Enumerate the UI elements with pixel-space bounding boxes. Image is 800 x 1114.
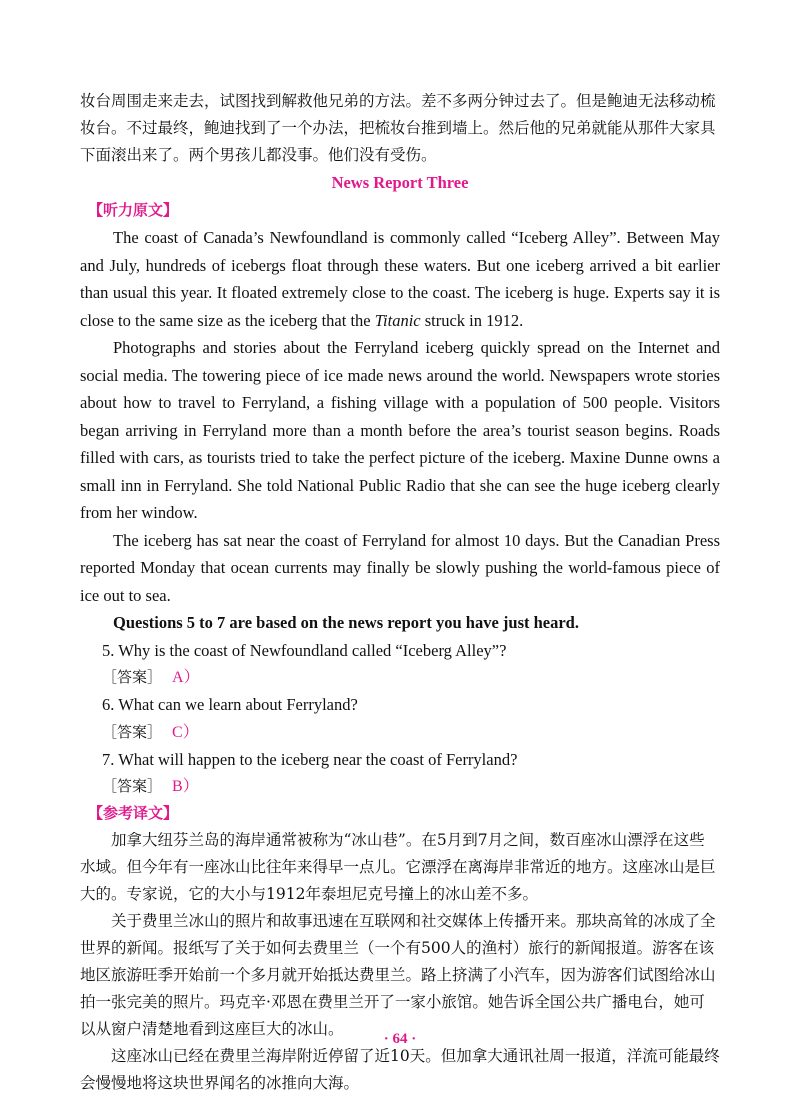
answer-value: C） [172,723,199,741]
answer-6 [102,719,720,746]
answer-value: B） [172,778,199,795]
answer-label: ［答案］ [102,722,163,741]
paragraph-3: The iceberg has sat near the coast of Ferryland for almost 10 days. But the Canadian Press reported Monday that ocean currents may finally be slowly pushing the world-famous piece of ice out to sea. [80,530,720,605]
answer-label: ［答案］ [102,777,163,795]
section-title: News Report Three [331,173,469,192]
answer-label: ［答案］ [102,668,163,686]
answer-7 [102,773,720,800]
paragraph-1-part-a: The coast of Canada’s Newfoundland is commonly called “Iceberg Alley”. Between May and July, hundreds of icebergs float through these waters. But one iceberg arrived a bit earlier than usual this year. It floated extremely close to the coast. The iceberg is huge. Experts say it is close to the same size as the iceberg that the [80,228,720,330]
translation-paragraph-2: 关于费里兰冰山的照片和故事迅速在互联网和社交媒体上传播开来。那块高耸的冰成了全世界的新闻。报纸写了关于如何去费里兰（一个有500人的渔村）旅行的新闻报道。游客在该地区旅游旺季开始前一个多月就开始抵达费里兰。路上挤满了小汽车，因为游客们试图给冰山拍一张完美的照片。玛克辛·邓恩在费里兰开了一家小旅馆。她告诉全国公共广播电台，她可以从窗户清楚地看到这座巨大的冰山。 [80,912,716,1038]
answer-5 [102,664,720,691]
question-7: 7. What will happen to the iceberg near the coast of Ferryland? [102,749,518,769]
page-content [80,88,720,1097]
questions-intro: Questions 5 to 7 are based on the news report you have just heard. [113,613,579,632]
intro-translation: 妆台周围走来走去，试图找到解救他兄弟的方法。差不多两分钟过去了。但是鲍迪无法移动梳妆台。不过最终，鲍迪找到了一个办法，把梳妆台推到墙上。然后他的兄弟就能从那件大家具下面滚出来了。两个男孩儿都没事。他们没有受伤。 [80,92,716,164]
titanic-italic: Titanic [374,310,421,330]
translation-tag: 【参考译文】 [88,804,179,822]
listening-tag: 【听力原文】 [88,201,179,219]
answer-value: A） [172,669,200,686]
paragraph-2: Photographs and stories about the Ferryland iceberg quickly spread on the Internet and social media. The towering piece of ice made news around the world. Newspapers wrote stories about how to travel to Ferryland, a fishing village with a population of 500 people. Visitors began arriving in Ferryland more than a month before the area’s tourist season begins. Roads filled with cars, as tourists tried to take the perfect picture of the iceberg. Maxine Dunne owns a small inn in Ferryland. She told National Public Radio that she can see the huge iceberg clearly from her window. [80,338,720,522]
question-5: 5. Why is the coast of Newfoundland called “Iceberg Alley”? [102,640,507,660]
paragraph-1 [80,224,720,334]
paragraph-1-part-b: struck in 1912. [420,310,524,330]
question-6: 6. What can we learn about Ferryland? [102,695,358,714]
translation-paragraph-1: 加拿大纽芬兰岛的海岸通常被称为“冰山巷”。在5月到7月之间，数百座冰山漂浮在这些水域。但今年有一座冰山比往年来得早一点儿。它漂浮在离海岸非常近的地方。这座冰山是巨大的。专家说，它的大小与1912年泰坦尼克号撞上的冰山差不多。 [80,831,716,903]
translation-paragraph-3: 这座冰山已经在费里兰海岸附近停留了近10天。但加拿大通讯社周一报道，洋流可能最终会慢慢地将这块世界闻名的冰推向大海。 [80,1047,720,1092]
page-number: · 64 · [383,1031,417,1047]
